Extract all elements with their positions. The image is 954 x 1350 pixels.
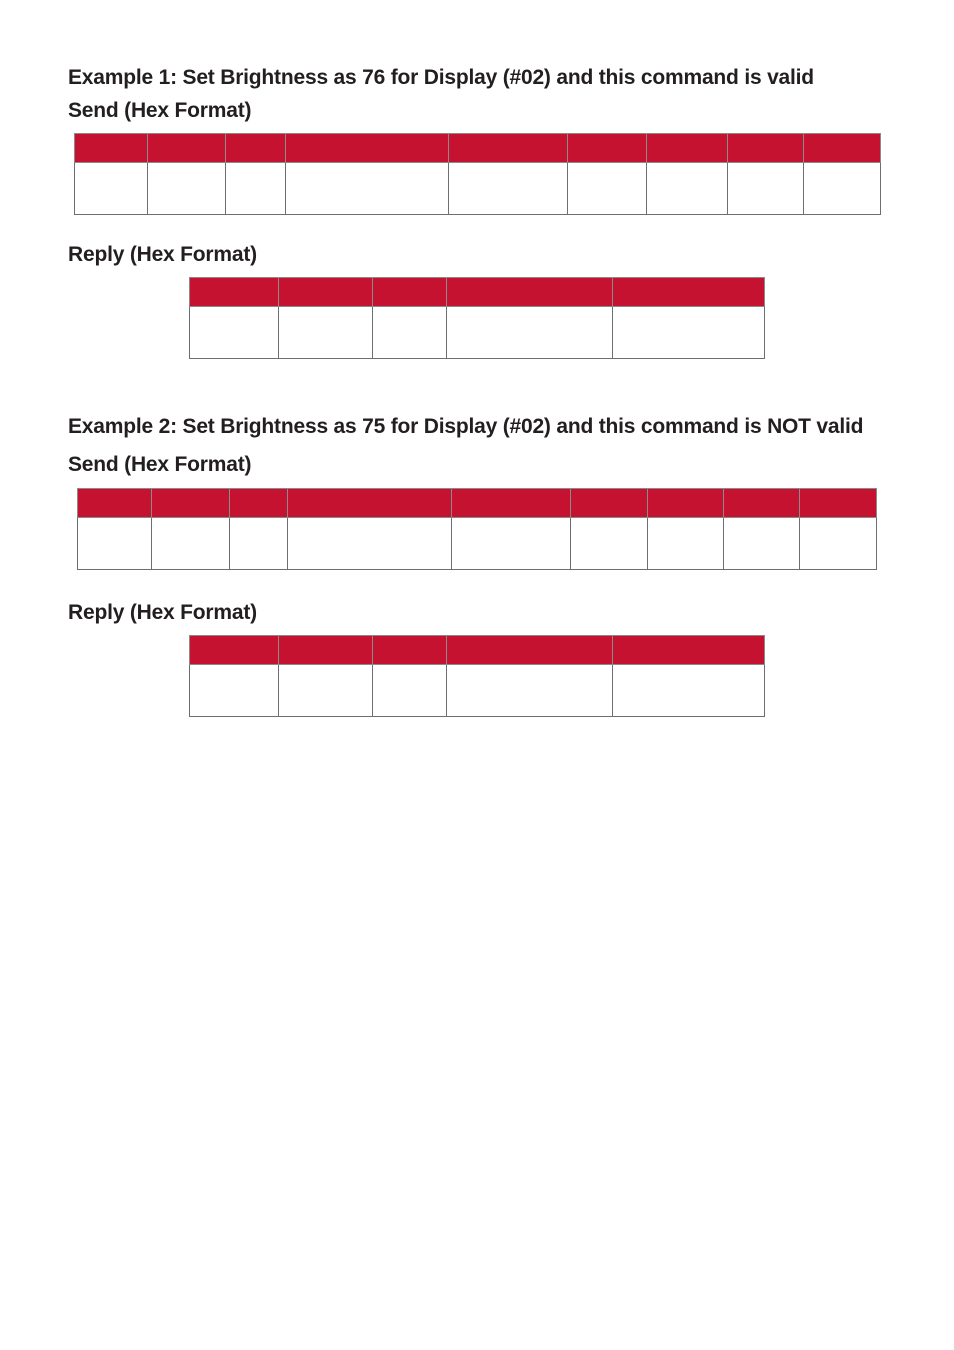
header-cell [724, 489, 800, 518]
table-cell [613, 307, 765, 359]
table-cell [613, 665, 765, 717]
header-cell [288, 489, 452, 518]
header-cell [804, 134, 881, 163]
table-cell [447, 665, 613, 717]
example-2-send-label: Send (Hex Format) [68, 453, 252, 476]
header-cell [449, 134, 568, 163]
table-cell [647, 163, 728, 215]
example-1-title: Example 1: Set Brightness as 76 for Display (#02) and this command is valid [68, 66, 814, 89]
example-1-reply-label: Reply (Hex Format) [68, 243, 257, 266]
header-cell [800, 489, 877, 518]
header-cell [279, 278, 373, 307]
example-1-send-label: Send (Hex Format) [68, 99, 252, 122]
header-cell [452, 489, 571, 518]
table-cell [728, 163, 804, 215]
table-cell [190, 307, 279, 359]
header-cell [152, 489, 230, 518]
header-cell [571, 489, 648, 518]
table-cell [152, 518, 230, 570]
header-cell [568, 134, 647, 163]
header-cell [78, 489, 152, 518]
header-cell [373, 636, 447, 665]
header-cell [373, 278, 447, 307]
table-cell [279, 665, 373, 717]
table-cell [648, 518, 724, 570]
table-cell [279, 307, 373, 359]
table-cell [447, 307, 613, 359]
header-cell [226, 134, 286, 163]
header-cell [279, 636, 373, 665]
header-cell [647, 134, 728, 163]
header-cell [148, 134, 226, 163]
table-cell [449, 163, 568, 215]
table-cell [800, 518, 877, 570]
header-cell [286, 134, 449, 163]
table-cell [226, 163, 286, 215]
header-cell [75, 134, 148, 163]
example-1-reply-table [189, 277, 765, 359]
table-cell [288, 518, 452, 570]
example-2-send-table [77, 488, 877, 570]
table-row [190, 665, 765, 717]
header-cell [230, 489, 288, 518]
header-cell [190, 278, 279, 307]
header-cell [728, 134, 804, 163]
header-cell [613, 636, 765, 665]
table-header-row [75, 134, 881, 163]
table-row [190, 307, 765, 359]
table-cell [148, 163, 226, 215]
example-2-title: Example 2: Set Brightness as 75 for Display (#02) and this command is NOT valid [68, 415, 864, 438]
header-cell [648, 489, 724, 518]
table-cell [190, 665, 279, 717]
table-cell [75, 163, 148, 215]
table-cell [78, 518, 152, 570]
table-cell [230, 518, 288, 570]
table-cell [373, 307, 447, 359]
table-cell [568, 163, 647, 215]
table-cell [804, 163, 881, 215]
header-cell [613, 278, 765, 307]
table-cell [724, 518, 800, 570]
header-cell [447, 278, 613, 307]
table-header-row [78, 489, 877, 518]
header-cell [447, 636, 613, 665]
table-cell [452, 518, 571, 570]
table-cell [286, 163, 449, 215]
table-row [75, 163, 881, 215]
example-2-reply-table [189, 635, 765, 717]
table-cell [571, 518, 648, 570]
table-header-row [190, 636, 765, 665]
table-header-row [190, 278, 765, 307]
example-1-send-table [74, 133, 881, 215]
header-cell [190, 636, 279, 665]
table-cell [373, 665, 447, 717]
example-2-reply-label: Reply (Hex Format) [68, 601, 257, 624]
table-row [78, 518, 877, 570]
